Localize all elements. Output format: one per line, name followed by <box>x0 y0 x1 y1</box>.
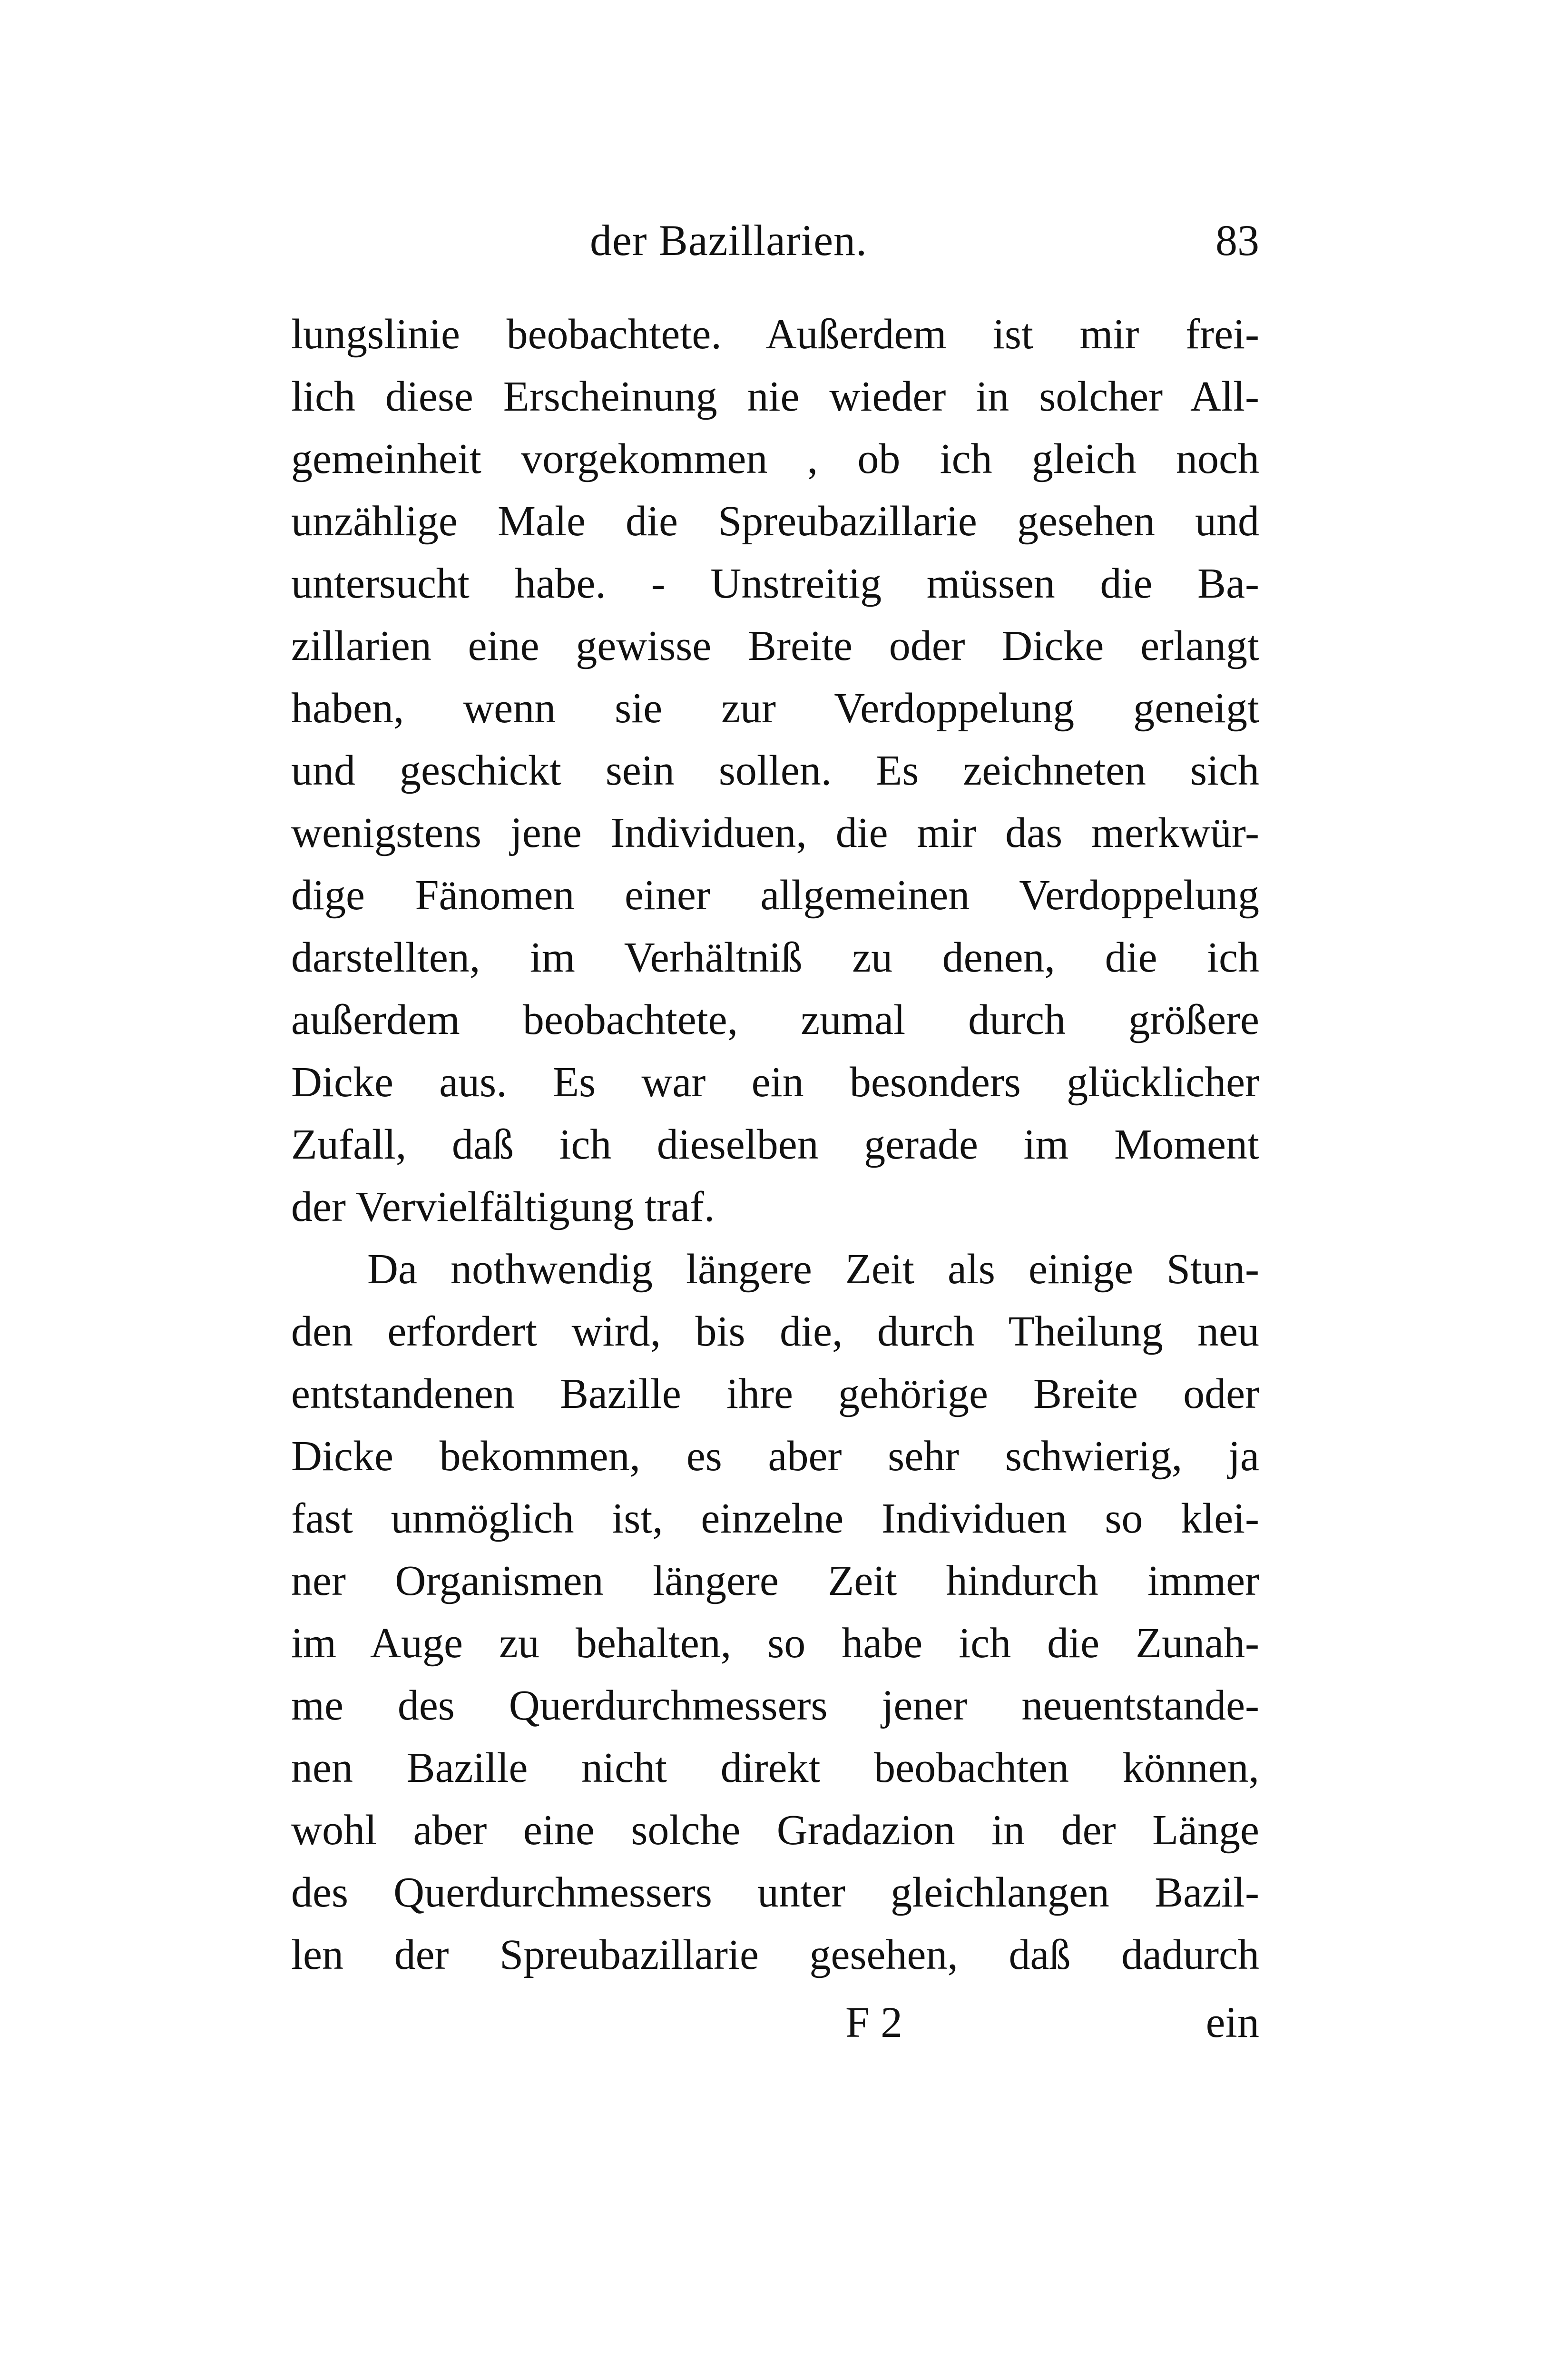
text-line: Zufall, daß ich dieselben gerade im Moment <box>291 1121 1259 1168</box>
text-line: entstandenen Bazille ihre gehörige Breite oder <box>291 1370 1259 1417</box>
text-line: außerdem beobachtete, zumal durch größere <box>291 996 1259 1043</box>
text-line: unzählige Male die Spreubazillarie gesehen und <box>291 498 1259 545</box>
text-line: gemeinheit vorgekommen , ob ich gleich noch <box>291 435 1259 482</box>
text-line: im Auge zu behalten, so habe ich die Zunah- <box>291 1620 1259 1667</box>
text-line: wohl aber eine solche Gradazion in der Länge <box>291 1807 1259 1854</box>
text-line-paragraph-end: der Vervielfältigung traf. <box>291 1183 715 1230</box>
text-line: nen Bazille nicht direkt beobachten können, <box>291 1744 1259 1791</box>
text-line: zillarien eine gewisse Breite oder Dicke erlangt <box>291 622 1259 669</box>
text-line-paragraph-start: Da nothwendig längere Zeit als einige Stun- <box>367 1246 1259 1293</box>
text-line: lich diese Erscheinung nie wieder in solcher All- <box>291 373 1259 420</box>
text-line: wenigstens jene Individuen, die mir das merkwür- <box>291 809 1259 856</box>
text-line: den erfordert wird, bis die, durch Theilung neu <box>291 1308 1259 1355</box>
catchword: ein <box>1205 1998 1259 2046</box>
text-line: darstellten, im Verhältniß zu denen, die ich <box>291 934 1259 981</box>
text-line: fast unmöglich ist, einzelne Individuen so klei- <box>291 1495 1259 1542</box>
signature-mark: F 2 <box>845 1998 903 2046</box>
body-text <box>291 303 1259 1986</box>
text-line: len der Spreubazillarie gesehen, daß dadurch <box>291 1931 1259 1978</box>
text-line: lungslinie beobachtete. Außerdem ist mir frei- <box>291 311 1259 358</box>
text-line: und geschickt sein sollen. Es zeichneten sich <box>291 747 1259 794</box>
text-line: Dicke bekommen, es aber sehr schwierig, ja <box>291 1433 1259 1480</box>
text-line: ner Organismen längere Zeit hindurch immer <box>291 1557 1259 1604</box>
text-line: me des Querdurchmessers jener neuentstande- <box>291 1682 1259 1729</box>
text-line: Dicke aus. Es war ein besonders glücklicher <box>291 1059 1259 1106</box>
text-line: des Querdurchmessers unter gleichlangen Bazil- <box>291 1869 1259 1916</box>
running-title: der Bazillarien. <box>590 216 868 265</box>
page-number: 83 <box>1215 216 1259 265</box>
text-line: dige Fänomen einer allgemeinen Verdoppelung <box>291 872 1259 919</box>
page-header <box>291 209 1259 271</box>
page-footer <box>291 1991 1259 2053</box>
text-line: untersucht habe. - Unstreitig müssen die Ba- <box>291 560 1259 607</box>
text-line: haben, wenn sie zur Verdoppelung geneigt <box>291 685 1259 732</box>
